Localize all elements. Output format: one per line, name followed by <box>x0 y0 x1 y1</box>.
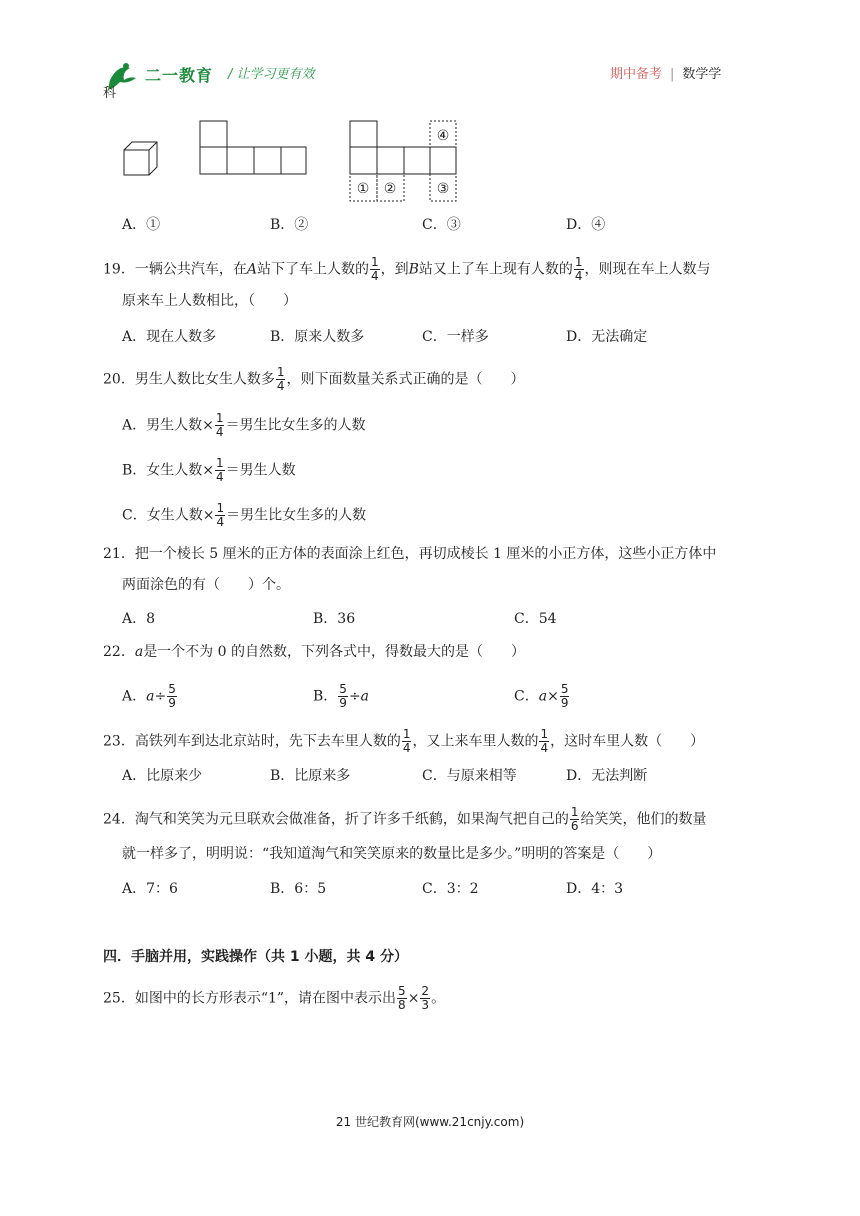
q22-option-c[interactable]: C．a× $\frac{5}{9}$ <box>514 682 569 710</box>
header-right: 期中备考 | 数学学 <box>610 67 722 82</box>
logo-text: 二一教育 <box>145 66 214 85</box>
q24-line2: 就一样多了，明明说：“我知道淘气和笑笑原来的数量比是多少。”明明的答案是（ ） <box>122 846 662 862</box>
q19-option-c[interactable]: C．一样多 <box>422 329 489 345</box>
q20-option-b[interactable]: B．女生人数× $\frac{1}{4}$ ＝男生人数 <box>122 456 296 484</box>
fraction: $\frac{1}{4}$ <box>574 255 583 283</box>
q19-option-b[interactable]: B．原来人数多 <box>270 329 365 345</box>
q24-option-c[interactable]: C．3：2 <box>422 881 479 897</box>
net-figure-1 <box>200 121 306 174</box>
q19-option-d[interactable]: D．无法确定 <box>566 329 648 345</box>
q23-option-b[interactable]: B．比原来多 <box>270 768 351 784</box>
footer: 21 世纪教育网(www.21cnjy.com) <box>335 1115 525 1129</box>
q18-option-a[interactable]: A．① <box>122 217 161 233</box>
section-heading: 四．手脑并用，实践操作（共 1 小题，共 4 分） <box>103 949 408 965</box>
q23-option-c[interactable]: C．与原来相等 <box>422 768 517 784</box>
q24-option-b[interactable]: B．6：5 <box>270 881 327 897</box>
fraction: $\frac{1}{4}$ <box>370 255 379 283</box>
q24-option-d[interactable]: D．4：3 <box>566 881 624 897</box>
exam-label: 期中备考 <box>610 67 663 82</box>
subject-label: 数学学 <box>682 67 722 82</box>
q21-line1: 21．把一个棱长 5 厘米的正方体的表面涂上红色，再切成棱长 1 厘米的小正方体，这些小正方体中 <box>103 546 717 562</box>
q19-option-a[interactable]: A．现在人数多 <box>122 329 217 345</box>
q21-option-c[interactable]: C．54 <box>514 611 557 627</box>
fraction: $\frac{1}{4}$ <box>276 365 285 393</box>
label-4: ④ <box>436 128 450 144</box>
q20-line1: 20．男生人数比女生人数多 $\frac{1}{4}$ ，则下面数量关系式正确的是（ ） <box>103 365 525 393</box>
q19-line2: 原来车上人数相比，（ ） <box>122 293 297 309</box>
q19-line1: 19．一辆公共汽车，在A站下了车上人数的 $\frac{1}{4}$ ，到B站又上了车上现有人数的 $\frac{1}{4}$ ，则现在车上人数与 <box>103 255 711 283</box>
q24-option-a[interactable]: A．7：6 <box>122 881 178 897</box>
label-2: ② <box>383 181 397 197</box>
q20-option-c[interactable]: C．女生人数× $\frac{1}{4}$ ＝男生比女生多的人数 <box>122 501 367 529</box>
q20-option-a[interactable]: A．男生人数× $\frac{1}{4}$ ＝男生比女生多的人数 <box>122 411 366 439</box>
q25-line1: 25．如图中的长方形表示“1”，请在图中表示出 $\frac{5}{8}$ × $\frac{2}{3}$ 。 <box>103 984 446 1012</box>
q21-option-a[interactable]: A．8 <box>122 611 156 627</box>
slogan: / 让学习更有效 <box>228 67 315 82</box>
q18-figure <box>115 115 465 207</box>
q22-line1: 22．a是一个不为 0 的自然数，下列各式中，得数最大的是（ ） <box>103 644 525 660</box>
q18-option-b[interactable]: B．② <box>270 217 309 233</box>
logo-sub-text: 科 <box>103 86 117 101</box>
q21-line2: 两面涂色的有（ ）个。 <box>122 577 290 593</box>
q18-option-c[interactable]: C．③ <box>422 217 461 233</box>
q18-option-d[interactable]: D．④ <box>566 217 606 233</box>
q23-option-a[interactable]: A．比原来少 <box>122 768 203 784</box>
cube-icon <box>124 142 157 175</box>
q23-option-d[interactable]: D．无法判断 <box>566 768 648 784</box>
q21-option-b[interactable]: B．36 <box>313 611 356 627</box>
label-1: ① <box>356 181 370 197</box>
q22-option-a[interactable]: A．a÷ $\frac{5}{9}$ <box>122 682 176 710</box>
q23-line1: 23．高铁列车到达北京站时，先下去车里人数的 $\frac{1}{4}$ ，又上来车里人数的 $\frac{1}{4}$ ，这时车里人数（ ） <box>103 727 705 755</box>
q24-line1: 24．淘气和笑笑为元旦联欢会做准备，折了许多千纸鹤，如果淘气把自己的 $\frac{1}{6}$ 给笑笑，他们的数量 <box>103 805 707 833</box>
label-3: ③ <box>436 181 450 197</box>
q22-option-b[interactable]: B． $\frac{5}{9}$ ÷a <box>313 682 370 710</box>
